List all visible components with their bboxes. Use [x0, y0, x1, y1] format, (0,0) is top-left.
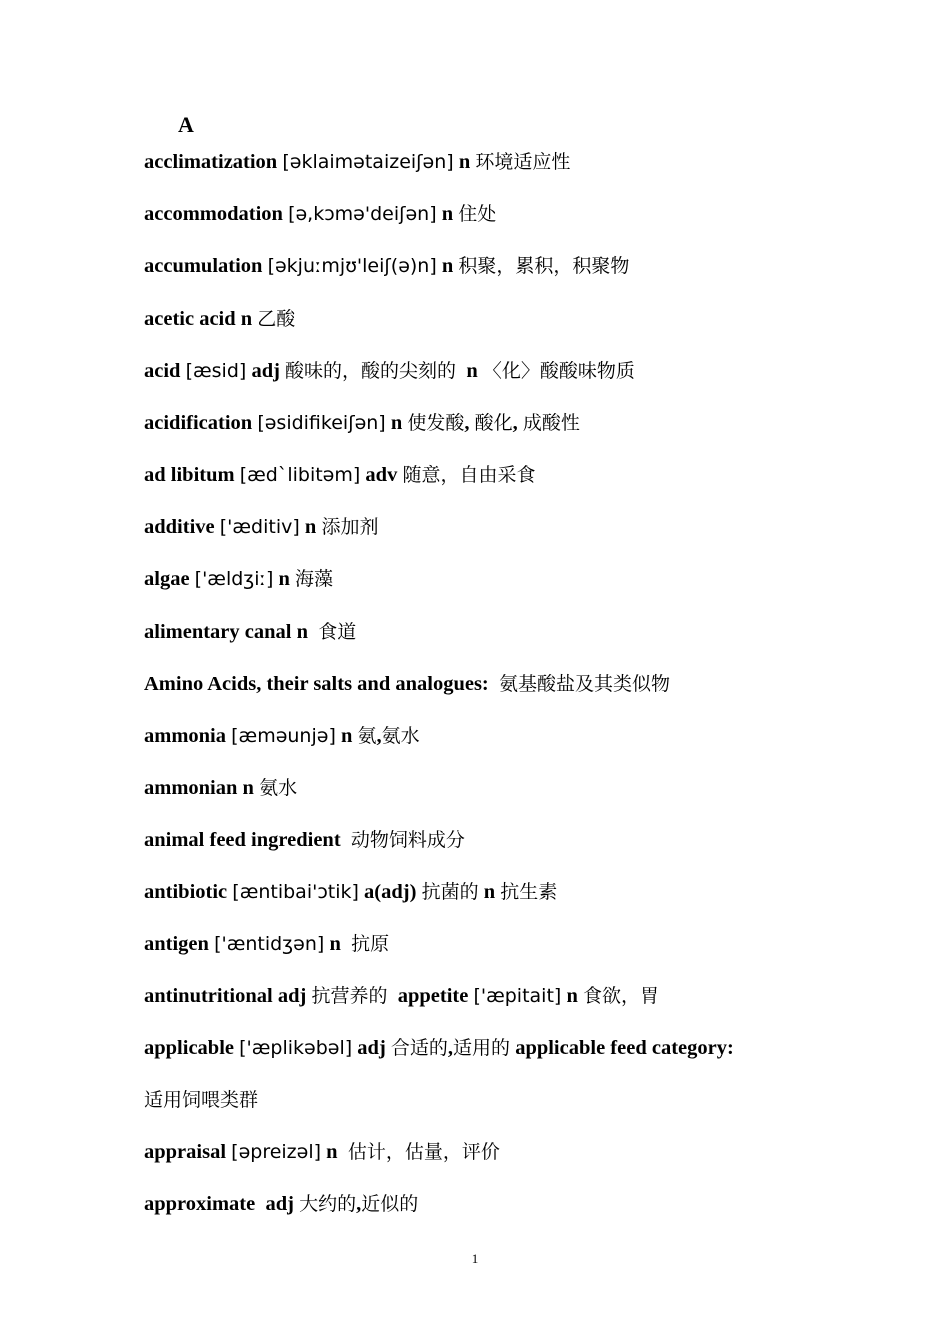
- entry-approximate: approximate adj 大约的,近似的: [144, 1193, 419, 1215]
- part-of-speech-2: n: [566, 985, 578, 1007]
- term-2: applicable feed category:: [515, 1037, 734, 1059]
- term: ad libitum: [144, 464, 235, 486]
- meaning: 积聚，累积，积聚物: [458, 255, 630, 277]
- part-of-speech-2: n: [466, 360, 478, 382]
- term: accumulation: [144, 255, 263, 277]
- meaning-part: 近似的: [361, 1193, 419, 1215]
- entry-additive: [144, 513, 934, 541]
- meaning: 酸味的，酸的尖刻的: [285, 360, 457, 382]
- term: antibiotic: [144, 881, 228, 903]
- entry-antigen: [144, 930, 934, 958]
- entry-applicable-continuation: [144, 1086, 934, 1114]
- part-of-speech: n: [390, 412, 403, 434]
- part-of-speech: adj: [251, 360, 280, 382]
- part-of-speech: n: [441, 203, 454, 225]
- meaning: 抗原: [351, 933, 390, 955]
- term: additive: [144, 516, 215, 538]
- entry-antinutritional: [144, 982, 934, 1010]
- entry-accumulation: [144, 252, 934, 280]
- term: animal feed ingredient: [144, 829, 341, 851]
- part-of-speech: n: [326, 1141, 338, 1163]
- term: antinutritional: [144, 985, 273, 1007]
- entry-accommodation: [144, 200, 934, 228]
- part-of-speech-2: n: [483, 881, 496, 903]
- meaning-part: 使发酸: [407, 412, 465, 434]
- meaning-part: 酸化: [474, 412, 513, 434]
- phonetic: ['æntidʒən]: [214, 933, 325, 955]
- part-of-speech: n: [340, 725, 353, 747]
- meaning-part: 氨水: [381, 725, 420, 747]
- term: acid: [144, 360, 181, 382]
- part-of-speech: n: [458, 151, 471, 173]
- meaning: 抗营养的: [311, 985, 388, 1007]
- phonetic: [æməunjə]: [231, 725, 336, 747]
- term: approximate: [144, 1193, 256, 1215]
- term: ammonian: [144, 777, 238, 799]
- term: applicable: [144, 1037, 234, 1059]
- entry-applicable: applicable ['æplikəbəl] adj 合适的,适用的 applicable feed category:: [144, 1037, 734, 1059]
- phonetic: [æd`libitəm]: [239, 464, 361, 486]
- phonetic: [əpreizəl]: [231, 1141, 322, 1163]
- meaning: 海藻: [295, 568, 334, 590]
- meaning-2: 适用饲喂类群: [144, 1089, 259, 1111]
- part-of-speech: adj: [277, 985, 307, 1007]
- meaning: 环境适应性: [475, 151, 571, 173]
- entry-antibiotic: [144, 878, 934, 906]
- meaning: 氨基酸盐及其类似物: [499, 673, 671, 695]
- meaning-part: 大约的: [299, 1193, 357, 1215]
- entry-acid: [144, 357, 934, 385]
- term-2: appetite: [397, 985, 469, 1007]
- meaning: 随意，自由采食: [402, 464, 536, 486]
- phonetic: ['æditiv]: [219, 516, 300, 538]
- entry-animal-feed-ingredient: [144, 826, 934, 854]
- term: accommodation: [144, 203, 283, 225]
- meaning: 添加剂: [321, 516, 379, 538]
- meaning: 估计，估量，评价: [347, 1141, 500, 1163]
- meaning-2: 〈化〉酸酸味物质: [482, 360, 635, 382]
- phonetic-2: ['æpitait]: [473, 985, 562, 1007]
- meaning-2: 食欲，胃: [582, 985, 659, 1007]
- part-of-speech: n: [441, 255, 454, 277]
- part-of-speech: n: [240, 308, 253, 330]
- part-of-speech: n: [296, 621, 308, 643]
- part-of-speech: a(adj): [364, 881, 417, 903]
- meaning: 住处: [458, 203, 497, 225]
- part-of-speech: n: [329, 933, 341, 955]
- entry-acidification: acidification [əsidifikeiʃən] n 使发酸, 酸化, 成酸性: [144, 412, 580, 434]
- page-number: 1: [471, 1251, 479, 1266]
- entry-ammonian: [144, 774, 934, 802]
- phonetic: [əkjuːmjʊ'leiʃ(ə)n]: [267, 255, 437, 277]
- meaning-part: 氨: [357, 725, 377, 747]
- entry-appraisal: [144, 1138, 934, 1166]
- term: antigen: [144, 933, 209, 955]
- phonetic: [æntibai'ɔtik]: [232, 881, 359, 903]
- meaning: 乙酸: [257, 308, 296, 330]
- section-letter: A: [178, 112, 194, 137]
- part-of-speech: adv: [365, 464, 398, 486]
- entry-amino-acids: [144, 670, 934, 698]
- meaning-part: 合适的: [390, 1037, 448, 1059]
- part-of-speech: n: [242, 777, 254, 799]
- term: ammonia: [144, 725, 226, 747]
- meaning: 抗菌的: [421, 881, 479, 903]
- term: acidification: [144, 412, 253, 434]
- meaning: 动物饲料成分: [350, 829, 465, 851]
- part-of-speech: adj: [265, 1193, 294, 1215]
- phonetic: [əsidifikeiʃən]: [257, 412, 386, 434]
- term: alimentary canal: [144, 621, 292, 643]
- entry-algae: [144, 565, 934, 593]
- entry-ammonia: ammonia [æməunjə] n 氨,氨水: [144, 725, 420, 747]
- term: acclimatization: [144, 151, 278, 173]
- term: algae: [144, 568, 190, 590]
- part-of-speech: n: [304, 516, 317, 538]
- entry-acclimatization: [144, 148, 934, 176]
- part-of-speech: n: [278, 568, 290, 590]
- meaning-part: 适用的: [453, 1037, 511, 1059]
- phonetic: [æsid]: [185, 360, 247, 382]
- phonetic: ['æplikəbəl]: [239, 1037, 353, 1059]
- entry-acetic-acid: [144, 305, 934, 333]
- meaning-part: 成酸性: [522, 412, 580, 434]
- phonetic: ['ældʒiː]: [194, 568, 274, 590]
- term: Amino Acids, their salts and analogues:: [144, 673, 489, 695]
- phonetic: [ə,kɔmə'deiʃən]: [288, 203, 437, 225]
- meaning: 氨水: [259, 777, 298, 799]
- part-of-speech: adj: [357, 1037, 386, 1059]
- entry-ad-libitum: [144, 461, 934, 489]
- meaning-2: 抗生素: [500, 881, 558, 903]
- entry-alimentary-canal: [144, 618, 934, 646]
- term: appraisal: [144, 1141, 227, 1163]
- term: acetic acid: [144, 308, 236, 330]
- phonetic: [əklaimətaizeiʃən]: [282, 151, 454, 173]
- meaning: 食道: [318, 621, 357, 643]
